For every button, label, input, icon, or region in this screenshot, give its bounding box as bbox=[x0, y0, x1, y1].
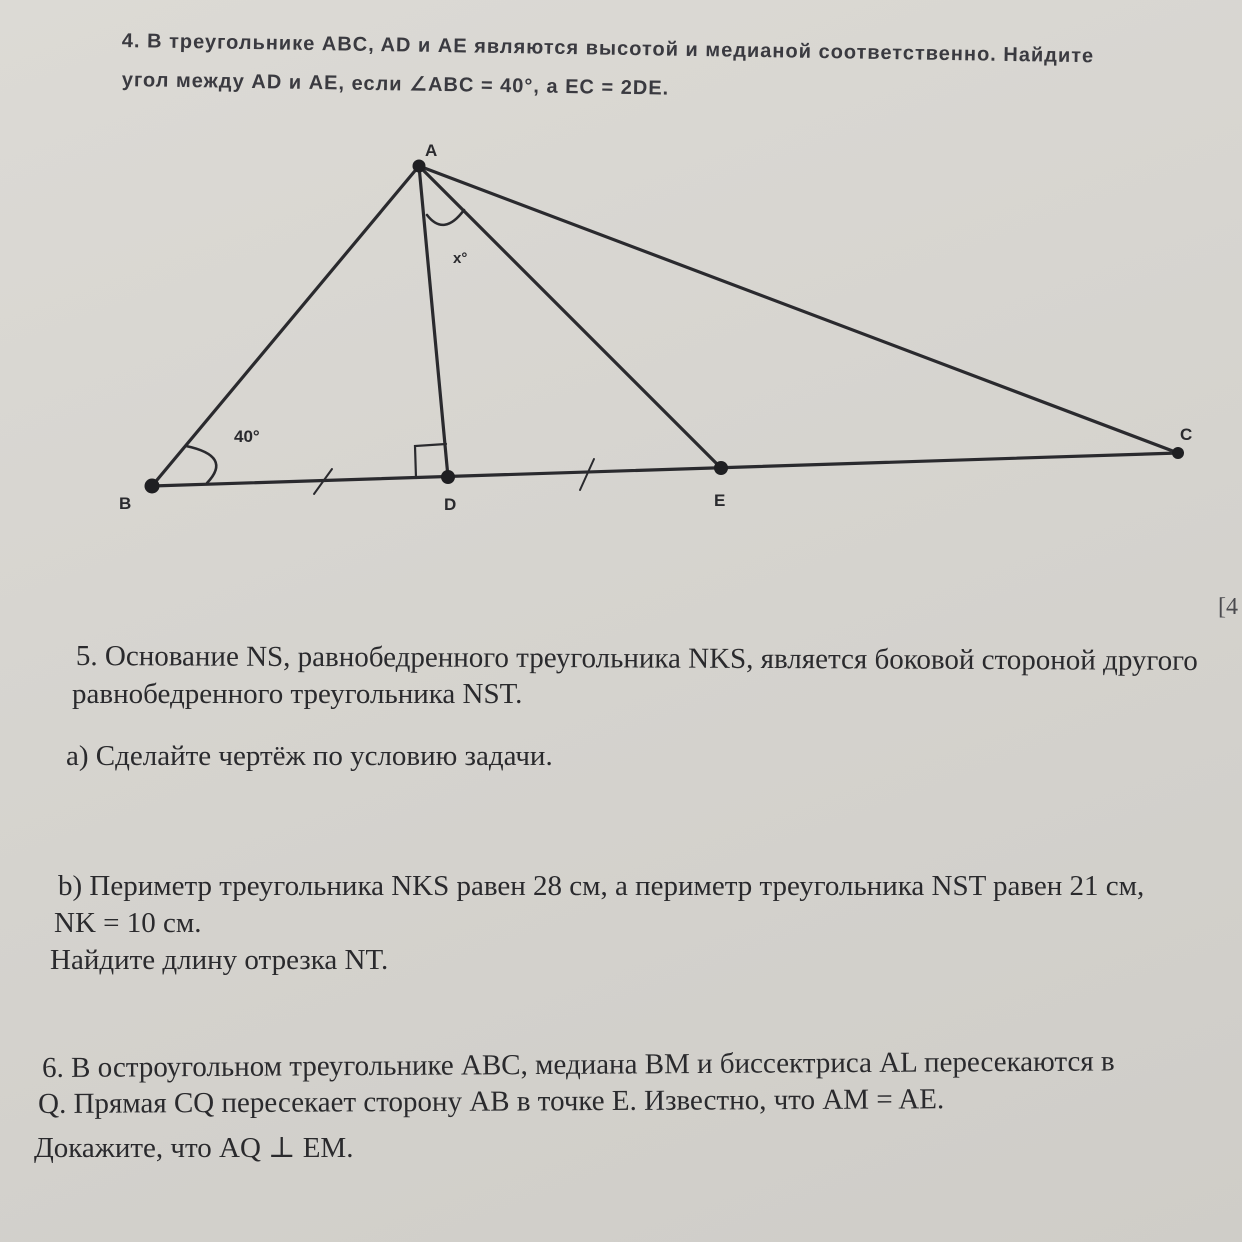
point-b bbox=[145, 479, 160, 494]
right-angle-mark bbox=[415, 444, 446, 478]
problem-5-part-b-line-2: NK = 10 см. bbox=[54, 907, 202, 939]
angle-b-arc bbox=[186, 446, 216, 483]
label-c: C bbox=[1180, 425, 1193, 444]
problem-4-line-2: угол между AD и AE, если ∠ABC = 40°, а EC = 2DE. bbox=[121, 68, 670, 100]
label-d: D bbox=[444, 495, 457, 514]
angle-x-arc bbox=[427, 210, 464, 225]
side-ab bbox=[152, 166, 419, 486]
point-d bbox=[441, 470, 455, 484]
margin-score-mark: [4 bbox=[1218, 594, 1238, 620]
triangle-figure bbox=[0, 0, 1242, 620]
label-b: B bbox=[119, 494, 132, 513]
tick-mark-de bbox=[580, 459, 594, 490]
problem-6-line-1: 6. В остроугольном треугольнике ABC, медиана BM и биссектриса AL пересекаются в bbox=[42, 1045, 1115, 1084]
point-a bbox=[413, 160, 426, 173]
label-a: A bbox=[425, 141, 438, 160]
label-angle-40: 40° bbox=[234, 427, 260, 446]
problem-6-line-2: Q. Прямая CQ пересекает сторону AB в точке E. Известно, что AM = AE. bbox=[38, 1083, 945, 1120]
problem-5-line-1: 5. Основание NS, равнобедренного треугольника NKS, является боковой стороной другого bbox=[75, 640, 1198, 677]
side-bc bbox=[152, 453, 1178, 486]
problem-5-part-b-line-1: b) Периметр треугольника NKS равен 28 см, а периметр треугольника NST равен 21 см, bbox=[58, 870, 1145, 902]
point-e bbox=[714, 461, 728, 475]
problem-6-line-3: Докажите, что AQ ⊥ EM. bbox=[34, 1132, 354, 1164]
side-ac bbox=[419, 166, 1178, 453]
label-angle-x: x° bbox=[453, 250, 468, 267]
altitude-ad bbox=[419, 166, 448, 477]
problem-5-line-2: равнобедренного треугольника NST. bbox=[72, 678, 523, 710]
problem-5-part-b-line-3: Найдите длину отрезка NT. bbox=[50, 944, 389, 976]
label-e: E bbox=[714, 491, 726, 510]
problem-5-part-a: a) Сделайте чертёж по условию задачи. bbox=[66, 740, 553, 772]
problem-4-line-1: 4. В треугольнике ABC, AD и AE являются высотой и медианой соответственно. Найдите bbox=[121, 30, 1095, 68]
point-c bbox=[1172, 447, 1184, 459]
